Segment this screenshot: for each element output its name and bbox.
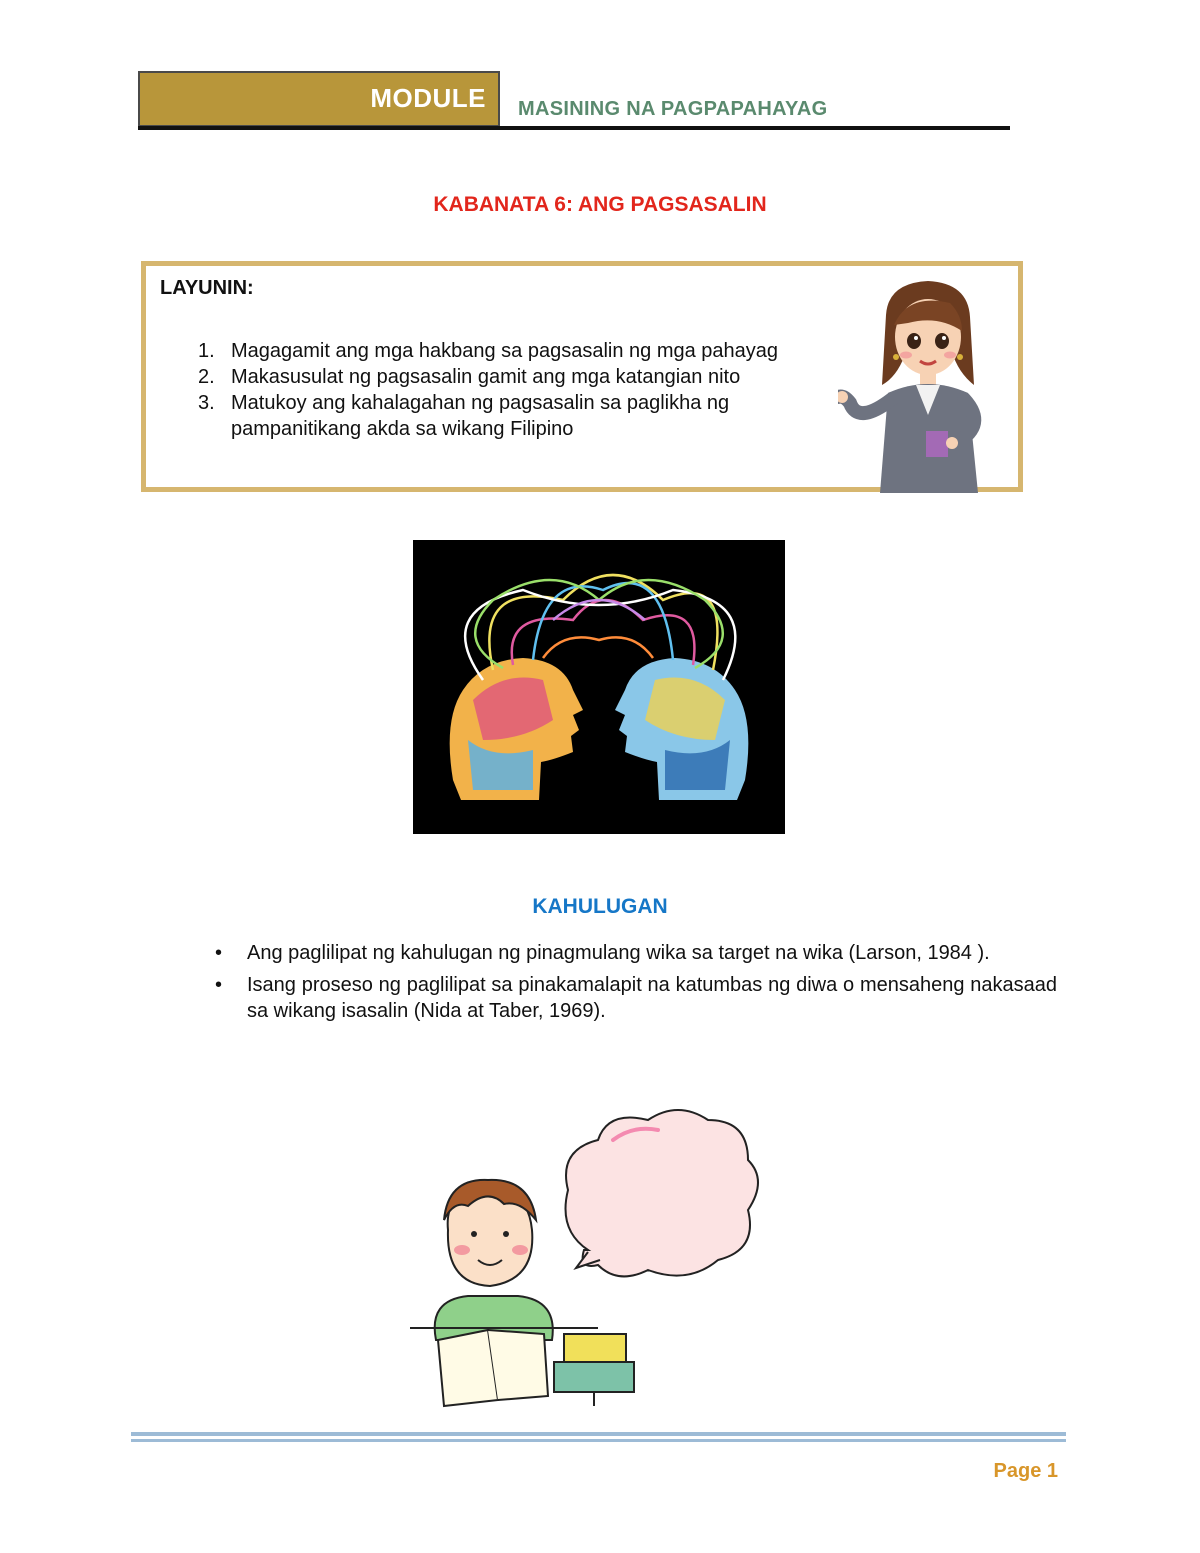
bullet-icon: • [215,974,223,996]
header-divider [138,126,1010,130]
definition-text: Isang proseso ng paglilipat sa pinakamalapit na katumbas ng diwa o mensaheng nakasaad sa wikang isasalin (Nida at Taber, 1969). [247,974,1057,1022]
module-label: MODULE [370,83,486,113]
objective-item [188,364,848,390]
objective-text: Matukoy ang kahalagahan ng pagsasalin sa paglikha ng pampanitikang akda sa wikang Filipino [231,392,730,440]
objective-item [188,338,848,364]
chapter-title: KABANATA 6: ANG PAGSASALIN [433,193,767,216]
objective-text: Makasusulat ng pagsasalin gamit ang mga katangian nito [231,366,741,388]
module-banner [138,71,500,127]
objective-text: Magagamit ang mga hakbang sa pagsasalin ng mga pahayag [231,340,779,362]
section-title: KAHULUGAN [532,895,668,918]
footer-divider [131,1432,1066,1442]
boy-reading-illustration [408,1100,788,1420]
objective-number: 3. [198,392,215,414]
objective-number: 1. [198,340,215,362]
header-subtitle: MASINING NA PAGPAPAHAYAG [518,98,828,120]
definition-text: Ang paglilipat ng kahulugan ng pinagmulang wika sa target na wika (Larson, 1984 ). [247,942,990,964]
bullet-icon: • [215,942,223,964]
teacher-illustration [838,275,1018,493]
definition-item [211,940,1057,966]
objectives-heading: LAYUNIN: [160,277,254,299]
definition-item [211,972,1057,1024]
definition-list [211,940,1057,1030]
objective-number: 2. [198,366,215,388]
two-heads-illustration [413,540,785,834]
page-number: Page 1 [993,1460,1058,1482]
objective-item [188,390,848,442]
objectives-list [188,338,848,442]
